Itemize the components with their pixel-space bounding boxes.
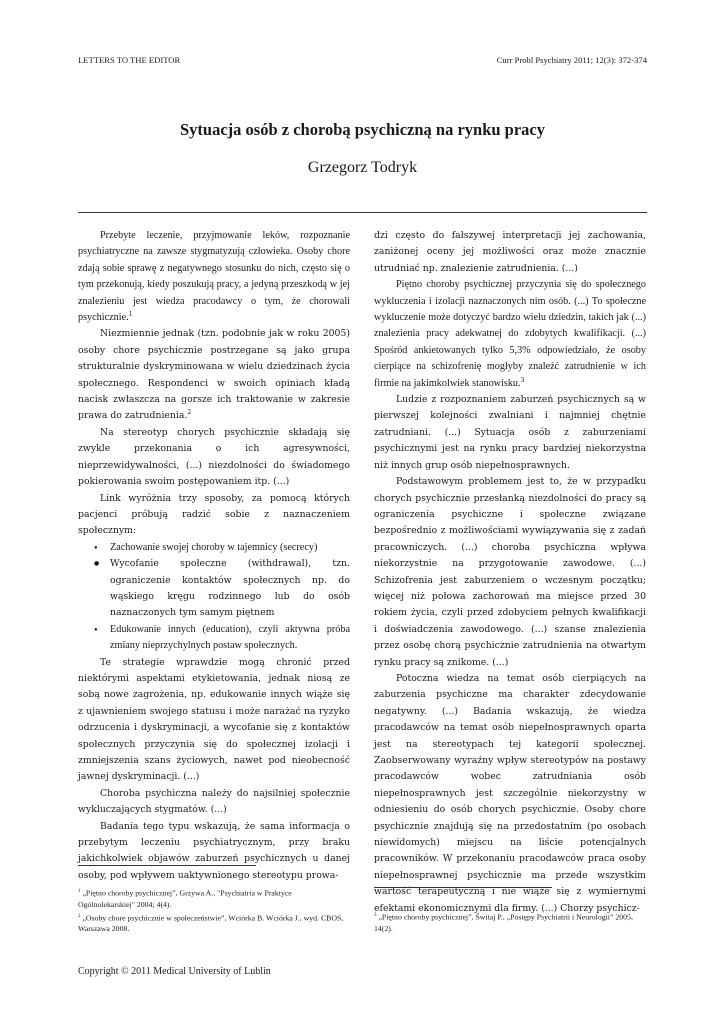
footnote-divider xyxy=(78,865,256,866)
paragraph: Badania tego typu wskazują, że sama informacja o przebytym leczeniu psychiatrycznym, przy braku jakichkolwiek objawów zaburzeń psychicznych u danej osoby, pod wpływem uaktywnionego stereotypu prowa- xyxy=(78,820,350,881)
list-item: ● Zachowanie swojej choroby w tajemnicy (secrecy) xyxy=(110,540,350,556)
footnotes-right xyxy=(374,910,646,935)
paragraph: Podstawowym problemem jest to, że w przypadku chorych psychicznie przesłanką niezdolności do pracy są ograniczenia psychiczne i społeczne związane bezpośrednio z możliwościami wywiązywania się z zadań pracowniczych. (...) choroba psychiczna wpływa niekorzystnie na przygotowanie zawodowe. (...) Schizofrenia jest zaburzeniem o wczesnym początku; więcej niż połowa zachorowań ma miejsce przed 30 rokiem życia, czyli przed zdobyciem pełnych kwalifikacji i doświadczenia zawodowego. (...) szanse znalezienia przez osobę chorą psychicznie zatrudnienia na otwartym rynku pracy są znikome. (...) xyxy=(374,476,646,668)
footnote-ref: 3 xyxy=(520,376,525,384)
footnote: $^3$ „Piętno choroby psychicznej”, Świtaj P., „Postępy Psychiatrii i Neurologii” 2005, 14(2). xyxy=(374,912,633,933)
footnote-ref: 2 xyxy=(187,409,192,417)
paragraph: Piętno choroby psychicznej przyczynia się do społecznego wykluczenia i izolacji naznaczonych nim osób. (...) To społeczne wykluczenie może dotyczyć bardzo wielu dziedzin, takich jak (...) znalezienia pracy adekwatnej do zdobytych kwalifikacji. (...) Spośród ankietowanych tylko 5,3% odpowiedziało, że osoby cierpiące na schizofrenię mogłyby znaleźć zatrudnienie w ich firmie na jakimkolwiek stanowisku.$^3$ xyxy=(374,279,646,389)
paragraph: Choroba psychiczna należy do najsilniej społecznie wykluczających stygmatów. (...) xyxy=(78,787,350,816)
footnotes-left xyxy=(78,886,350,935)
copyright: Copyright © 2011 Medical University of Lublin xyxy=(78,966,271,977)
column-left xyxy=(78,228,350,884)
list-item: ● Edukowanie innych (education), czyli aktywna próba zmiany nieprzychylnych postaw społecznych. xyxy=(110,622,350,655)
paragraph: Link wyróżnia trzy sposoby, za pomocą których pacjenci próbują radzić sobie z naznaczeniem społecznym: xyxy=(78,492,350,537)
footnote-divider xyxy=(374,887,552,888)
column-right xyxy=(374,228,646,917)
article-author: Grzegorz Todryk xyxy=(307,159,418,176)
list-item: ● Wycofanie społeczne (withdrawal), tzn. ograniczenie kontaktów społecznych np. do wąskiego kręgu rodzinnego lub do osób naznaczonych tym samym piętnem xyxy=(110,556,350,622)
running-header-right: Curr Probl Psychiatry 2011; 12(3): 372-374 xyxy=(496,55,647,65)
running-header-left: LETTERS TO THE EDITOR xyxy=(78,55,181,65)
paragraph: Ludzie z rozpoznaniem zaburzeń psychicznych są w pierwszej kolejności zwalniani i najmniej chętnie zatrudniani. (...) Sytuacja osób z zaburzeniami psychicznymi jest na rynku pracy bardziej niekorzystna niż innych grup osób niepełnosprawnych. xyxy=(374,394,646,471)
title-divider xyxy=(78,212,647,213)
paragraph: dzi często do fałszywej interpretacji jej zachowania, zaniżonej oceny jej możliwości oraz może znacznie utrudniać np. znalezienie zatrudnienia. (...) xyxy=(374,230,646,274)
paragraph: Niezmiennie jednak (tzn. podobnie jak w roku 2005) osoby chore psychicznie postrzegane są jako grupa strukturalnie dyskryminowana w wielu dziedzinach życia społecznego. Respondenci w swoich opiniach kładą nacisk zwłaszcza na gorsze ich traktowanie w zakresie prawa do zatrudnienia.$^2$ xyxy=(78,328,350,422)
bullet-list xyxy=(78,540,350,655)
footnote: $^1$ „Piętno choroby psychicznej”, Grzywa A., "Psychiatria w Praktyce Ogólnolekarskiej" 2004; 4(4). xyxy=(78,888,292,909)
footnote: $^2$ „Osoby chore psychicznie w społeczeństwie”, Wciórka B. Wciórka J., wyd. CBOS, Warszawa 2008. xyxy=(78,913,344,934)
paragraph: Potoczna wiedza na temat osób cierpiących na zaburzenia psychiczne ma charakter zdecydowanie negatywny. (...) Badania wskazują, że wiedza pracodawców na temat osób niepełnosprawnych oparta jest na stereotypach tej kategorii społecznej. Zaobserwowany wyraźny wpływ stereotypów na postawy pracodawców wobec zatrudniania osób niepełnosprawnych jest szczególnie niekorzystny w odniesieniu do osób chorych psychicznie. Osoby chore psychicznie znajdują się na przedostatnim (po osobach niewidomych) miejscu na liście potencjalnych pracowników. W przekonaniu pracodawców praca osoby niepełnosprawnej psychicznie ma przede wszystkim wartość terapeutyczną i nie wiąże się z wymiernymi efektami ekonomicznymi dla firmy. (...) Chorzy psychicz- xyxy=(374,672,646,914)
footnote-ref: 1 xyxy=(128,310,133,318)
paragraph: Na stereotyp chorych psychicznie składają się zwykle przekonania o ich agresywności, nieprzewidywalności, (...) niezdolności do świadomego pokierowania swoim postępowaniem itp. (...) xyxy=(78,426,350,488)
paragraph: Te strategie wprawdzie mogą chronić przed niektórymi aspektami etykietowania, jednak niosą ze sobą nowe zagrożenia, np. edukowanie innych wiąże się z ujawnieniem swojego statusu i może narażać na ryzyko odrzucenia i dyskryminacji, a wycofanie się z kontaktów społecznych przyczynia się do społecznej izolacji i zmniejszenia szans życiowych, nawet pod nieobecność jawnej dyskryminacji. (...) xyxy=(78,656,350,783)
paragraph: Przebyte leczenie, przyjmowanie leków, rozpoznanie psychiatryczne na zawsze stygmatyzują człowieka. Osoby chore zdają sobie sprawę z negatywnego stosunku do nich, często się o tym przekonują, kiedy poszukują pracy, a jedyną przeszkodą w jej znalezieniu jest wiedza pracodawcy o tym, że chorowali psychicznie.$^1$ xyxy=(78,230,350,324)
article-title: Sytuacja osób z chorobą psychiczną na rynku pracy xyxy=(179,120,546,139)
